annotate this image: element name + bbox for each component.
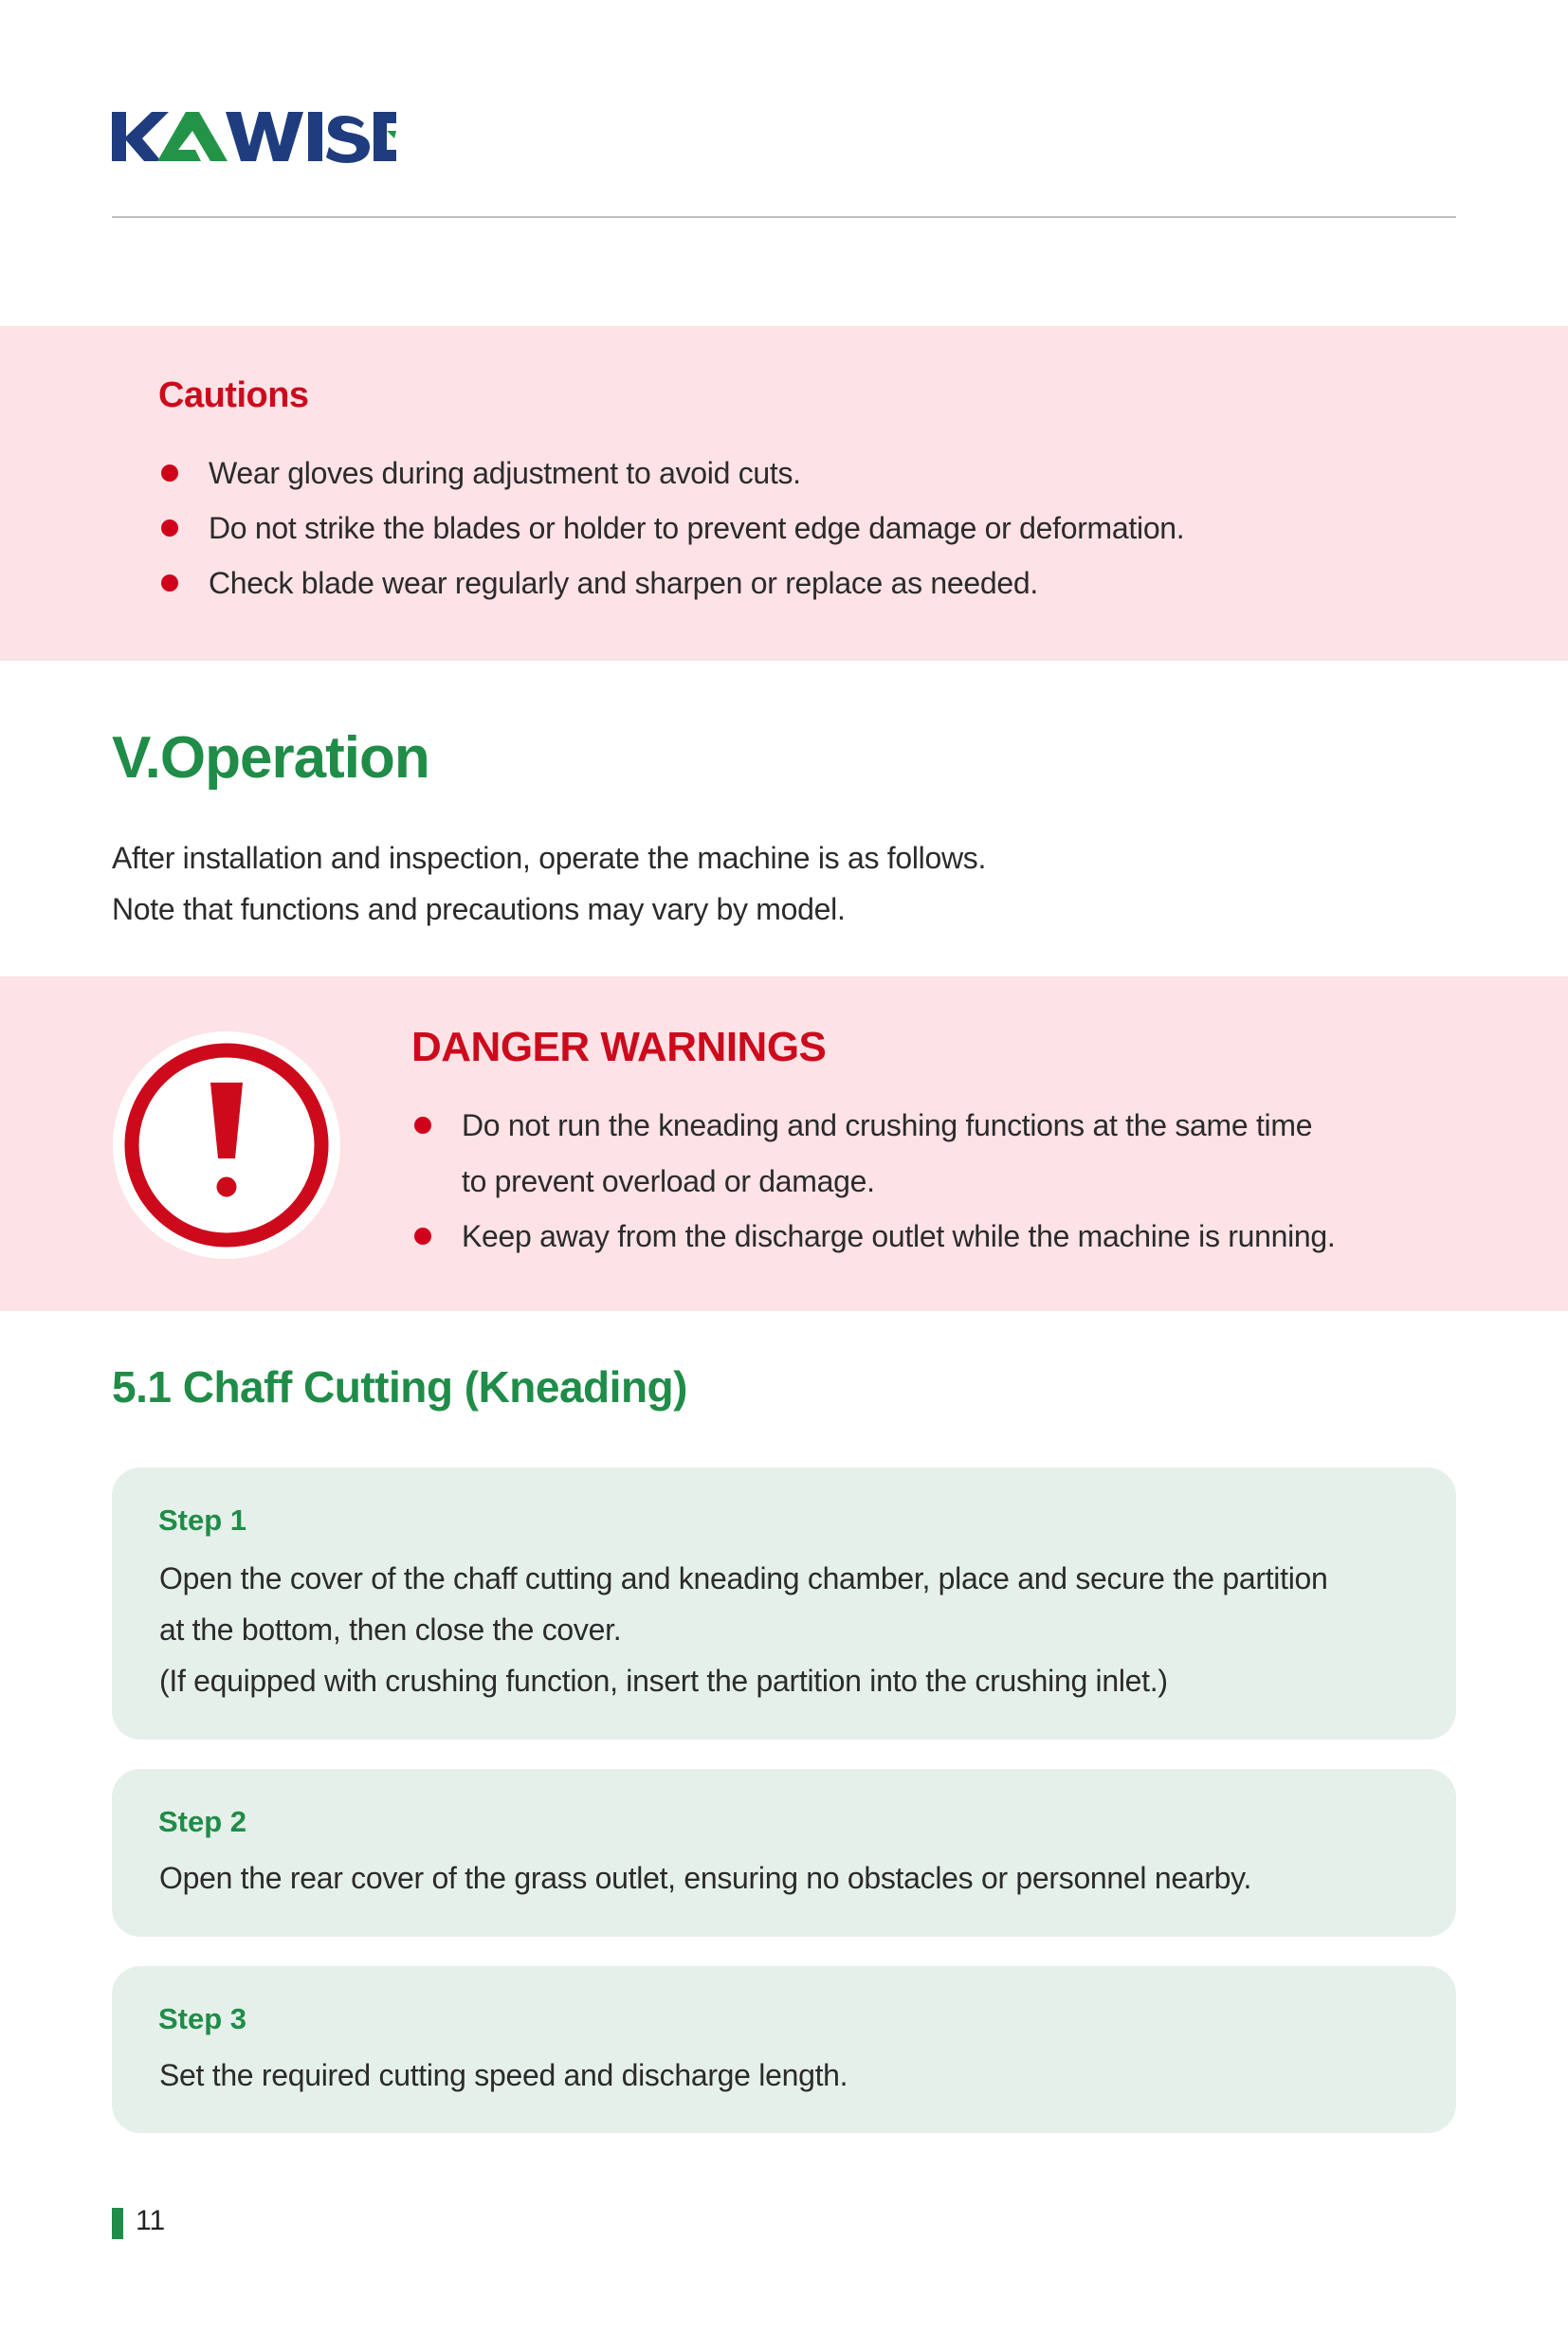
step-text — [159, 1852, 1251, 1904]
step-line: Open the rear cover of the grass outlet, ensuring no obstacles or personnel nearby. — [159, 1861, 1252, 1895]
section-title: V.Operation — [112, 725, 429, 791]
step-text — [159, 1553, 1328, 1706]
step-line: at the bottom, then close the cover. — [159, 1613, 622, 1647]
bullet-dot-icon — [161, 574, 178, 592]
step-line: Set the required cutting speed and discharge length. — [159, 2058, 848, 2092]
cautions-list — [158, 446, 1184, 611]
danger-text: Keep away from the discharge outlet while the machine is running. — [462, 1219, 1336, 1253]
step-label: Step 1 — [158, 1504, 247, 1537]
danger-title: DANGER WARNINGS — [411, 1024, 827, 1070]
subsection-title: 5.1 Chaff Cutting (Kneading) — [112, 1362, 687, 1412]
caution-text: Check blade wear regularly and sharpen or replace as needed. — [209, 566, 1039, 600]
caution-text: Wear gloves during adjustment to avoid cuts. — [209, 456, 801, 490]
step-text — [159, 2050, 848, 2101]
intro-line: After installation and inspection, operate the machine is as follows. — [112, 841, 987, 875]
bullet-dot-icon — [161, 519, 178, 537]
section-intro — [112, 832, 986, 935]
step-card-3 — [112, 1966, 1456, 2133]
danger-item — [411, 1098, 1335, 1154]
step-card-1 — [112, 1467, 1456, 1740]
exclamation-circle-icon — [112, 1030, 341, 1260]
danger-text: Do not run the kneading and crushing functions at the same time — [462, 1108, 1313, 1142]
kawise-logo — [112, 110, 396, 163]
danger-text-continued: to prevent overload or damage. — [462, 1163, 875, 1198]
bullet-dot-icon — [414, 1117, 431, 1134]
caution-item — [158, 501, 1184, 556]
bullet-dot-icon — [161, 465, 178, 482]
caution-text: Do not strike the blades or holder to prevent edge damage or deformation. — [209, 511, 1185, 545]
danger-list — [411, 1098, 1335, 1265]
logo-icon — [112, 110, 396, 163]
step-line: (If equipped with crushing function, insert the partition into the crushing inlet.) — [159, 1664, 1168, 1698]
page-number: 11 — [136, 2205, 166, 2236]
step-label: Step 3 — [158, 2002, 247, 2035]
caution-item — [158, 446, 1184, 501]
caution-item — [158, 556, 1184, 611]
intro-line: Note that functions and precautions may vary by model. — [112, 892, 846, 926]
header-divider — [112, 216, 1456, 218]
step-label: Step 2 — [158, 1805, 247, 1838]
cautions-title: Cautions — [158, 375, 309, 415]
page-number-marker — [112, 2208, 123, 2239]
step-line: Open the cover of the chaff cutting and kneading chamber, place and secure the partition — [159, 1561, 1328, 1595]
bullet-dot-icon — [414, 1228, 431, 1245]
danger-item — [411, 1209, 1335, 1265]
step-card-2 — [112, 1769, 1456, 1937]
